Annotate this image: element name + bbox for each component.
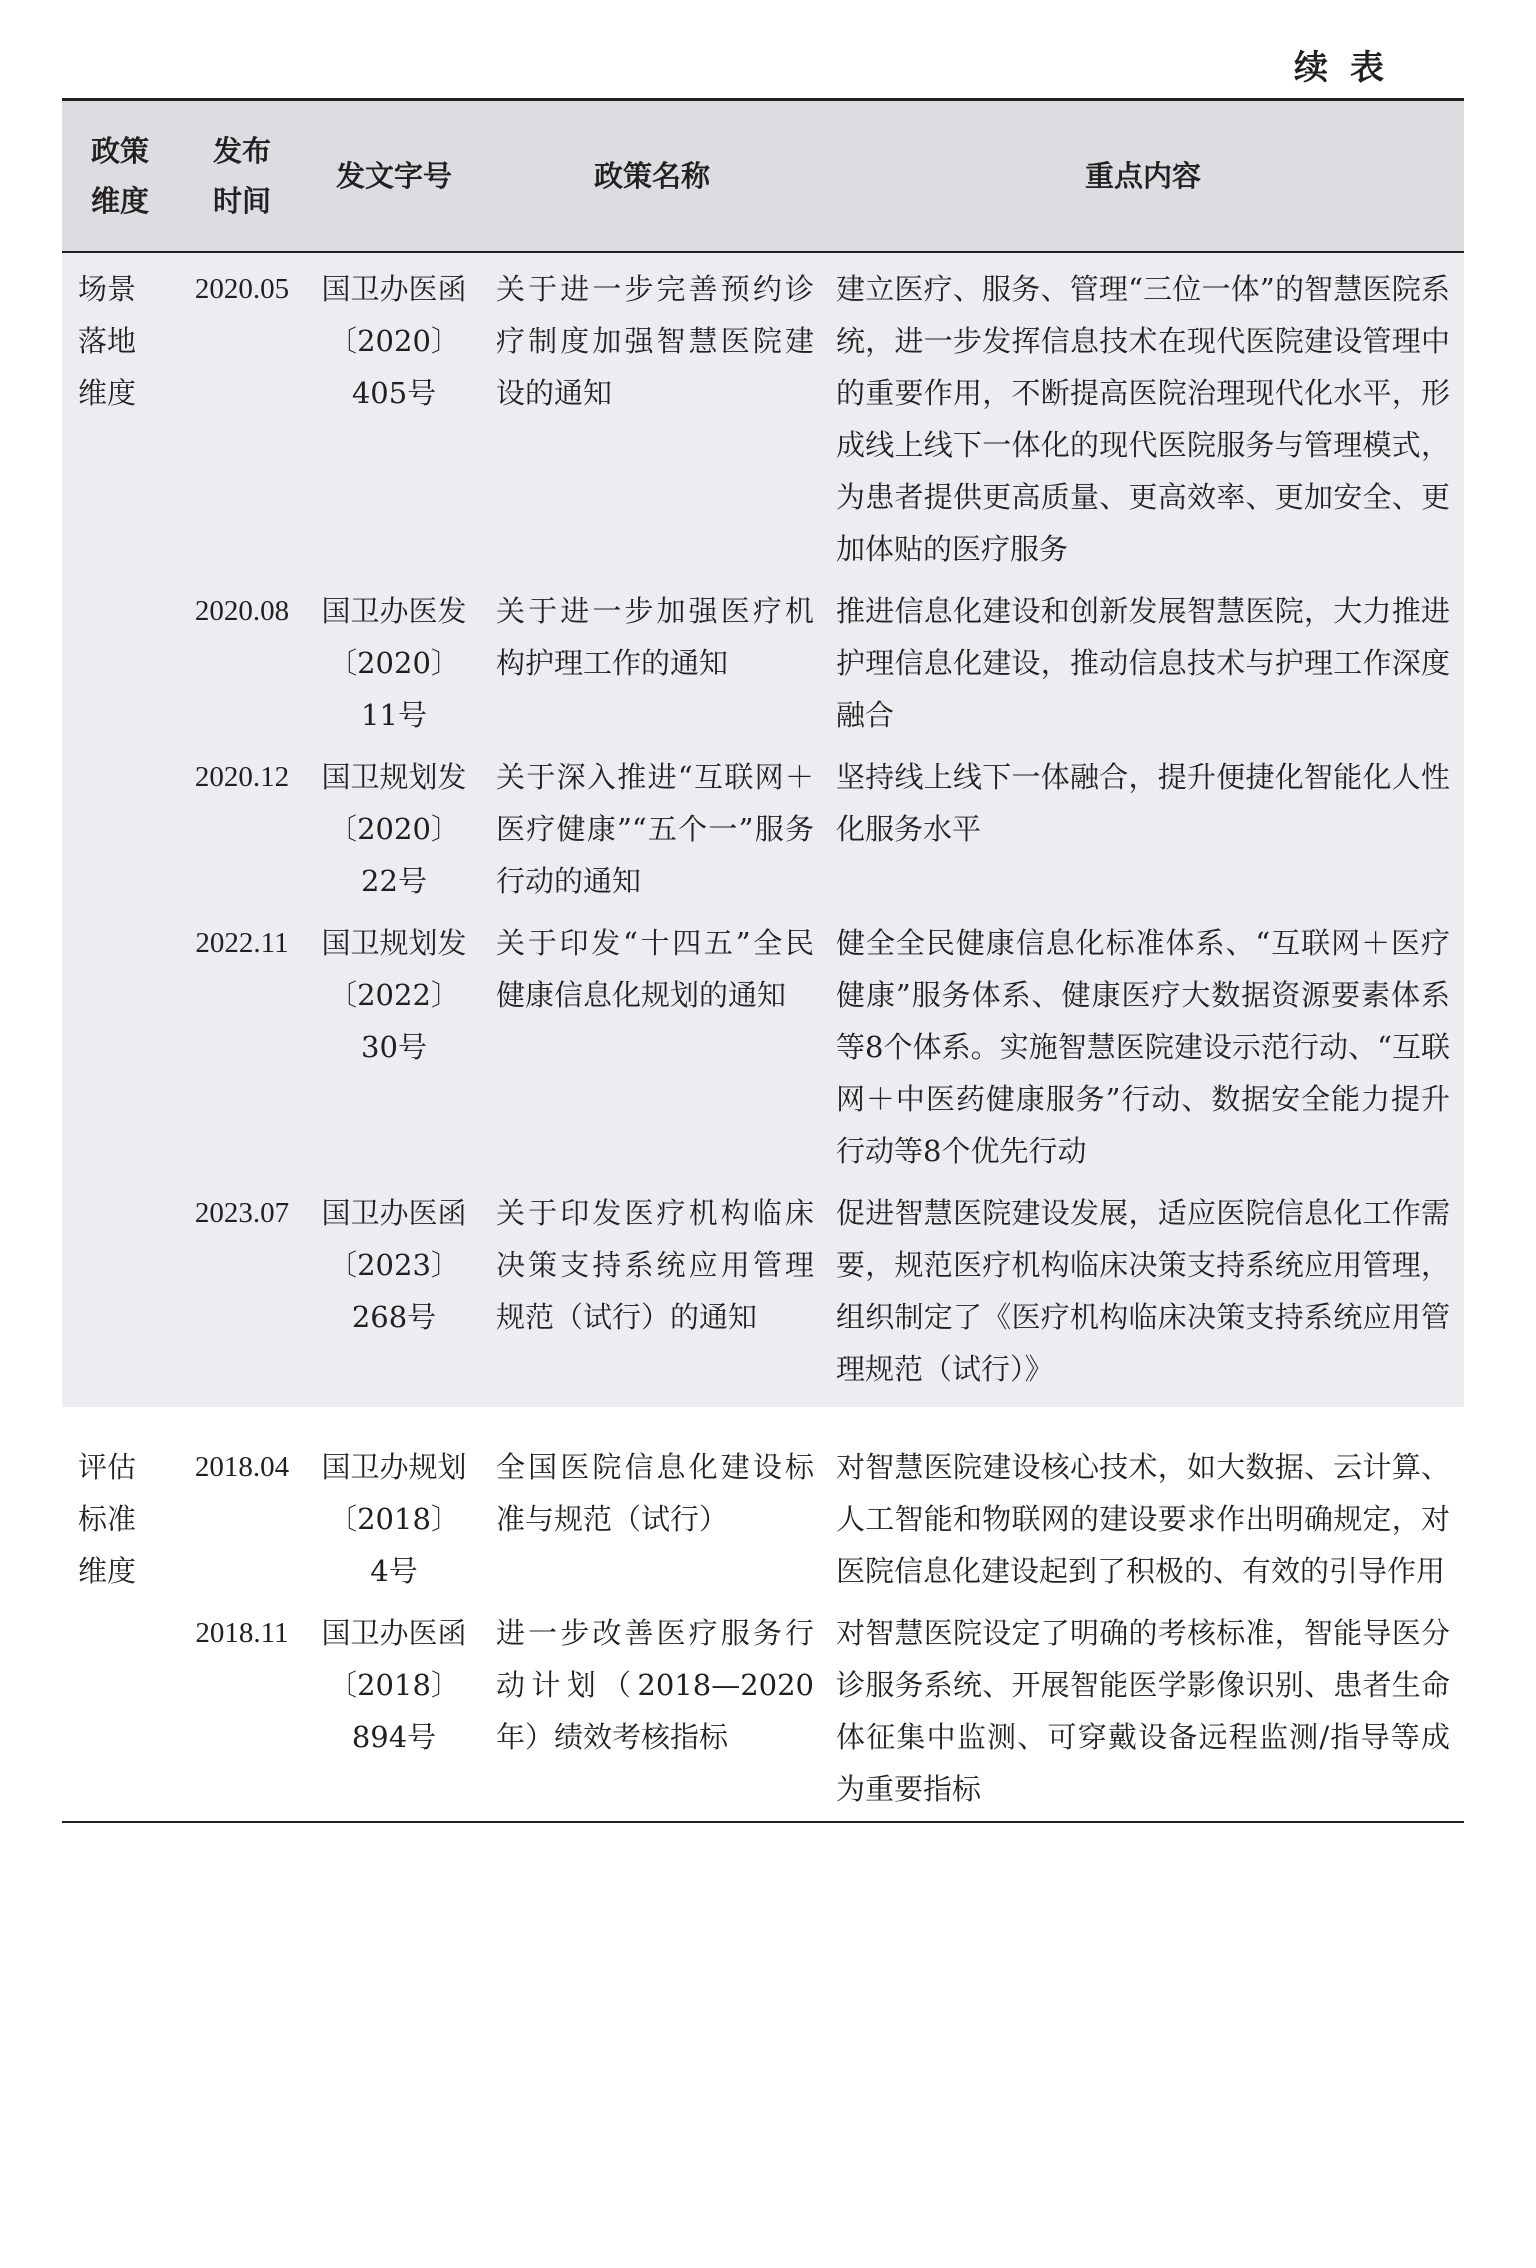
date-cell: 2020.12 [194,761,290,793]
doc-number-cell [306,1187,482,1407]
policy-name-cell: 关于进一步完善预约诊疗制度加强智慧医院建设的通知 [496,272,814,410]
doc-issuer: 国卫办医函 [321,272,467,306]
dimension-cell: 评估标准维度 [78,1450,137,1588]
doc-year: 〔2020〕 [328,812,460,846]
column-header-date: 发布时间 [212,134,271,218]
doc-issuer: 国卫规划发 [321,760,467,794]
doc-year: 〔2020〕 [328,324,460,358]
key-content-cell: 促进智慧医院建设发展，适应医院信息化工作需要，规范医疗机构临床决策支持系统应用管理，组织制定了《医疗机构临床决策支持系统应用管理规范（试行）》 [836,1196,1450,1386]
column-header-policy-name: 政策名称 [593,159,710,193]
key-content-cell: 坚持线上线下一体融合，提升便捷化智能化人性化服务水平 [836,760,1450,846]
key-content-cell: 健全全民健康信息化标准体系、“互联网＋医疗健康”服务体系、健康医疗大数据资源要素体系等8个体系。实施智慧医院建设示范行动、“互联网＋中医药健康服务”行动、数据安全能力提升行动等8个优先行动 [836,926,1450,1168]
doc-number: 894号 [351,1720,437,1754]
table-row [62,1407,1464,1607]
doc-issuer: 国卫办规划 [321,1450,467,1484]
table-row [62,1187,1464,1407]
doc-number: 405号 [351,376,437,410]
date-cell: 2018.11 [195,1617,289,1649]
group-evaluation [62,1407,1464,1822]
doc-number-cell [306,1407,482,1607]
doc-year: 〔2018〕 [328,1502,460,1536]
date-cell: 2020.05 [194,273,290,305]
date-cell: 2022.11 [195,927,289,959]
doc-number: 268号 [351,1300,437,1334]
column-header-dimension: 政策维度 [90,134,149,218]
policy-name-cell: 关于进一步加强医疗机构护理工作的通知 [496,594,814,680]
policy-name-cell: 关于印发“十四五”全民健康信息化规划的通知 [496,926,814,1012]
date-cell: 2018.04 [194,1451,290,1483]
policy-name-cell: 关于印发医疗机构临床决策支持系统应用管理规范（试行）的通知 [496,1196,814,1334]
doc-number-cell [306,252,482,585]
key-content-cell: 建立医疗、服务、管理“三位一体”的智慧医院系统，进一步发挥信息技术在现代医院建设管理中的重要作用，不断提高医院治理现代化水平，形成线上线下一体化的现代医院服务与管理模式，为患者提供更高质量、更高效率、更加安全、更加体贴的医疗服务 [836,272,1450,566]
column-header-doc-number: 发文字号 [335,159,452,193]
table-row [62,585,1464,751]
policy-table [62,98,1464,1823]
doc-number-cell [306,751,482,917]
policy-name-cell: 关于深入推进“互联网＋医疗健康”“五个一”服务行动的通知 [496,760,814,898]
policy-name-cell: 进一步改善医疗服务行动计划（2018—2020年）绩效考核指标 [496,1616,814,1754]
date-cell: 2023.07 [194,1197,290,1229]
key-content-cell: 对智慧医院设定了明确的考核标准，智能导医分诊服务系统、开展智能医学影像识别、患者生命体征集中监测、可穿戴设备远程监测/指导等成为重要指标 [836,1616,1450,1806]
table-header-row [62,100,1464,253]
doc-number-cell [306,917,482,1187]
column-header-key-content: 重点内容 [1084,159,1201,193]
group-scenario [62,252,1464,1407]
date-cell: 2020.08 [194,595,290,627]
doc-year: 〔2018〕 [328,1668,460,1702]
key-content-cell: 推进信息化建设和创新发展智慧医院，大力推进护理信息化建设，推动信息技术与护理工作深度融合 [836,594,1450,732]
key-content-cell: 对智慧医院建设核心技术，如大数据、云计算、人工智能和物联网的建设要求作出明确规定，对医院信息化建设起到了积极的、有效的引导作用 [836,1450,1450,1588]
doc-issuer: 国卫办医函 [321,1196,467,1230]
doc-year: 〔2022〕 [328,978,460,1012]
dimension-cell: 场景落地维度 [78,272,137,410]
doc-number: 22号 [361,864,427,898]
table-row [62,751,1464,917]
doc-number: 11号 [361,698,427,732]
doc-number: 4号 [370,1554,418,1588]
doc-number-cell [306,585,482,751]
doc-number: 30号 [361,1030,427,1064]
doc-year: 〔2020〕 [328,646,460,680]
table-row [62,1607,1464,1822]
doc-number-cell [306,1607,482,1822]
table-row [62,917,1464,1187]
doc-issuer: 国卫办医发 [321,594,467,628]
doc-issuer: 国卫办医函 [321,1616,467,1650]
doc-issuer: 国卫规划发 [321,926,467,960]
continued-table-label: 续表 [1294,48,1406,88]
doc-year: 〔2023〕 [328,1248,460,1282]
table-row [62,252,1464,585]
policy-name-cell: 全国医院信息化建设标准与规范（试行） [496,1450,814,1536]
